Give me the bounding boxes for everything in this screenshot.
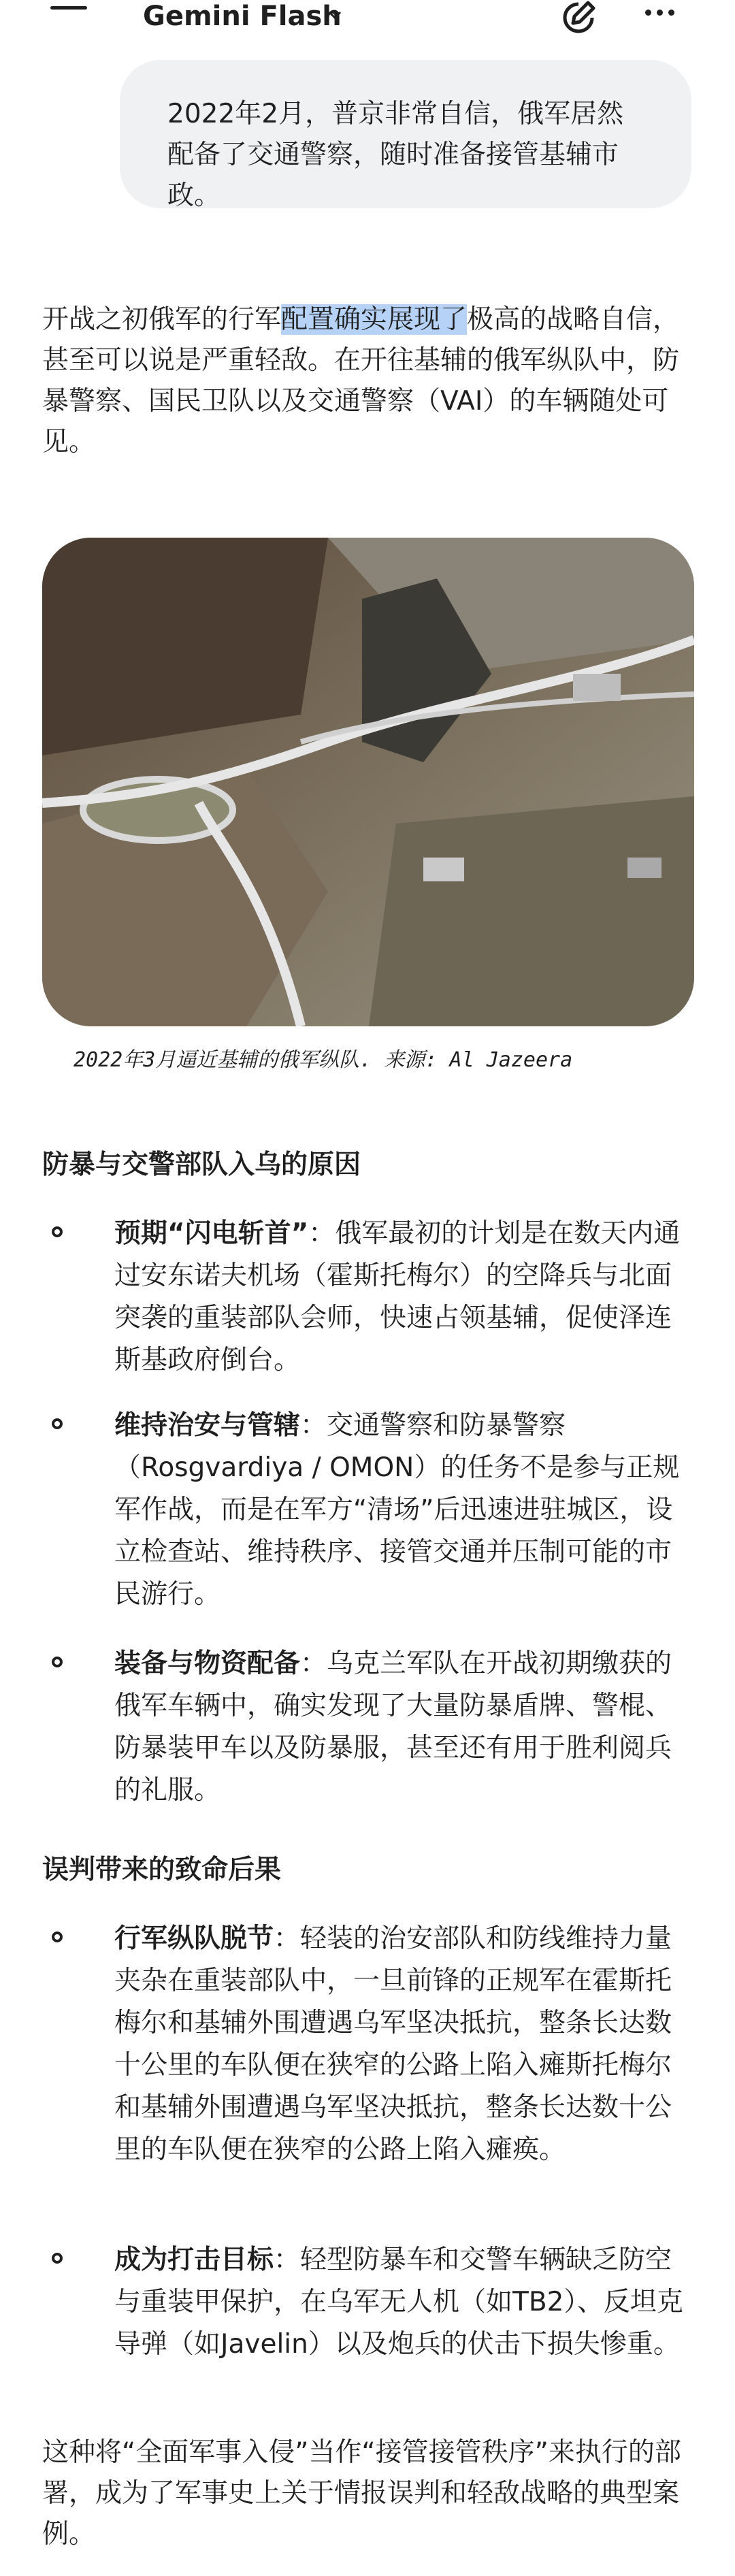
intro-text-continued: 极高的战略自信，甚至可以说是严重轻敌。在开往基辅的俄军纵队中，防暴警察、国民卫队以及交通警察（VAI）的车辆随处可见。	[42, 304, 680, 457]
chevron-down-icon[interactable]	[325, 5, 344, 25]
list-item-body: ：交通警察和防暴警察（Rosgvardiya / OMON）的任务不是参与正规军作战，而是在军方“清场”后迅速进驻城区，设立检查站、维持秩序、接管交通并压制可能的市民游行。	[114, 1410, 680, 1610]
top-app-bar	[0, 0, 735, 48]
conclusion-paragraph: 这种将“全面军事入侵”当作“接管接管秩序”来执行的部署，成为了军事史上关于情报误判和轻敌战略的典型案例。	[42, 2437, 681, 2549]
bullet-icon	[52, 1931, 63, 1942]
section-heading: 误判带来的致命后果	[42, 1855, 282, 1885]
more-vertical-icon[interactable]	[645, 5, 683, 19]
intro-paragraph	[42, 299, 696, 463]
list-item-title: 成为打击目标	[114, 2245, 274, 2275]
list-item-title: 行军纵队脱节	[114, 1923, 274, 1954]
list-item-title: 预期“闪电斩首”	[114, 1218, 309, 1249]
list-item-body: ：俄军最初的计划是在数天内通过安东诺夫机场（霍斯托梅尔）的空降兵与北面突袭的重装部队会师，快速占领基辅，促使泽连斯基政府倒台。	[114, 1218, 681, 1375]
bullet-icon	[52, 1657, 63, 1667]
image-caption: 2022年3月逼近基辅的俄军纵队. 来源: Al Jazeera	[74, 1048, 573, 1072]
list-item-title: 装备与物资配备	[114, 1648, 301, 1679]
model-selector-label[interactable]: Gemini Flash	[143, 1, 342, 32]
list-item-body: ：轻型防暴车和交警车辆缺乏防空与重装甲保护，在乌军无人机（如TB2）、反坦克导弹（如Javelin）以及炮兵的伏击下损失惨重。	[114, 2245, 683, 2360]
list-item-body: ：轻装的治安部队和防线维持力量夹杂在重装部队中，一旦前锋的正规军在霍斯托梅尔和基辅外围遭遇乌军坚决抵抗，整条长达数十公里的车队便在狭窄的公路上陷入瘫斯托梅尔和基辅外围遭遇乌军坚决抵抗，整条长达数十公里的车队便在狭窄的公路上陷入瘫痪。	[114, 1923, 672, 2165]
satellite-photo-graphic	[42, 538, 694, 1026]
intro-text: 开战之初俄军的行军	[42, 304, 282, 335]
menu-icon[interactable]	[50, 0, 87, 27]
edit-icon[interactable]	[558, 0, 598, 34]
section-heading: 防暴与交警部队入乌的原因	[42, 1150, 361, 1180]
bullet-icon	[52, 1226, 63, 1237]
highlighted-text: 配置确实展现了	[281, 304, 468, 335]
list-item-body: ：乌克兰军队在开战初期缴获的俄军车辆中，确实发现了大量防暴盾牌、警棍、防暴装甲车以及防暴服，甚至还有用于胜利阅兵的礼服。	[114, 1648, 672, 1806]
bullet-icon	[52, 2253, 63, 2264]
bullet-icon	[52, 1418, 63, 1429]
satellite-image[interactable]	[42, 538, 694, 1026]
list-item-title: 维持治安与管辖	[114, 1410, 301, 1441]
user-message-bubble: 2022年2月，普京非常自信，俄军居然配备了交通警察，随时准备接管基辅市政。	[120, 60, 691, 208]
